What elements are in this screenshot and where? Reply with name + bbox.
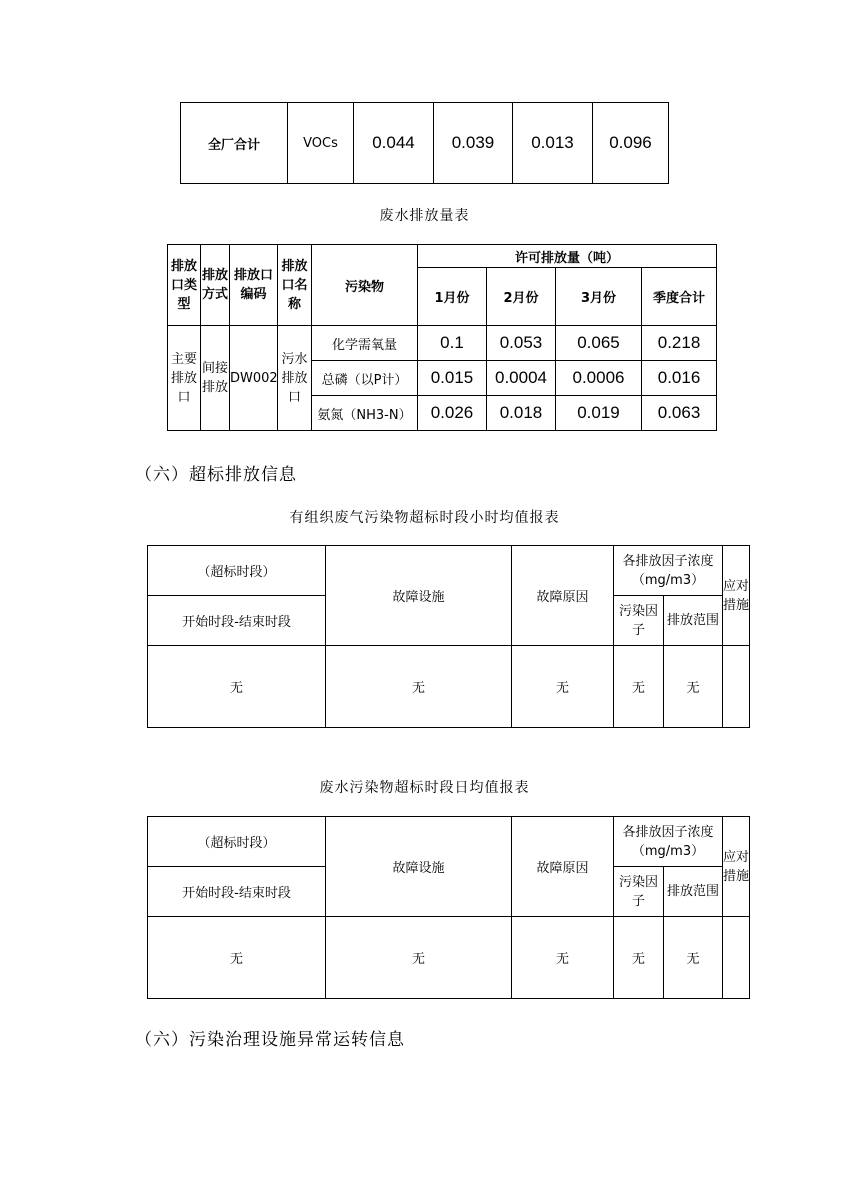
plant-total-value: 0.044 [354, 103, 434, 184]
cell-factor: 无 [614, 917, 664, 999]
wastewater-table [167, 244, 717, 431]
plant-total-value: 0.096 [593, 103, 669, 184]
header-concentration: 各排放因子浓度（mg/m3） [614, 817, 723, 867]
permit-value: 0.0004 [487, 361, 556, 396]
outlet-name: 污水排放口 [278, 326, 312, 431]
header-period: （超标时段） [148, 817, 326, 867]
permit-value: 0.015 [418, 361, 487, 396]
header-reason: 故障原因 [512, 546, 614, 646]
header-outlet-type: 排放口类型 [168, 245, 201, 326]
permit-value: 0.026 [418, 396, 487, 431]
section-heading-exceed: （六）超标排放信息 [135, 465, 297, 485]
gas-exceed-caption: 有组织废气污染物超标时段小时均值报表 [289, 510, 560, 526]
cell-measures [723, 917, 750, 999]
header-pollutant: 污染物 [312, 245, 418, 326]
header-range: 排放范围 [664, 596, 723, 646]
permit-value: 0.019 [556, 396, 642, 431]
header-range: 排放范围 [664, 867, 723, 917]
cell-range: 无 [664, 917, 723, 999]
permit-value: 0.218 [642, 326, 717, 361]
water-exceed-table [147, 816, 750, 999]
header-factor: 污染因子 [614, 596, 664, 646]
pollutant-name: 总磷（以P计） [312, 361, 418, 396]
header-factor: 污染因子 [614, 867, 664, 917]
outlet-code: DW002 [230, 326, 278, 431]
plant-total-pollutant: VOCs [288, 103, 354, 184]
cell-reason: 无 [512, 917, 614, 999]
pollutant-name: 化学需氧量 [312, 326, 418, 361]
cell-period: 无 [148, 646, 326, 728]
cell-facility: 无 [326, 646, 512, 728]
gas-exceed-table [147, 545, 750, 728]
discharge-mode: 间接排放 [201, 326, 230, 431]
header-outlet-name: 排放口名称 [278, 245, 312, 326]
permit-value: 0.065 [556, 326, 642, 361]
header-quarter-total: 季度合计 [642, 268, 717, 326]
cell-reason: 无 [512, 646, 614, 728]
permit-value: 0.1 [418, 326, 487, 361]
header-start-end: 开始时段-结束时段 [148, 867, 326, 917]
header-start-end: 开始时段-结束时段 [148, 596, 326, 646]
wastewater-caption: 废水排放量表 [379, 208, 470, 224]
plant-total-label: 全厂合计 [181, 103, 288, 184]
outlet-type: 主要排放口 [168, 326, 201, 431]
header-facility: 故障设施 [326, 546, 512, 646]
header-measures: 应对措施 [723, 817, 750, 917]
section-heading-abnormal: （六）污染治理设施异常运转信息 [135, 1030, 405, 1050]
permit-value: 0.018 [487, 396, 556, 431]
header-discharge-mode: 排放方式 [201, 245, 230, 326]
header-outlet-code: 排放口编码 [230, 245, 278, 326]
cell-range: 无 [664, 646, 723, 728]
cell-period: 无 [148, 917, 326, 999]
header-period: （超标时段） [148, 546, 326, 596]
cell-factor: 无 [614, 646, 664, 728]
permit-value: 0.053 [487, 326, 556, 361]
plant-total-value: 0.039 [434, 103, 513, 184]
pollutant-name: 氨氮（NH3-N） [312, 396, 418, 431]
header-concentration: 各排放因子浓度（mg/m3） [614, 546, 723, 596]
header-permit: 许可排放量（吨） [418, 245, 717, 268]
plant-total-table [180, 102, 669, 184]
cell-measures [723, 646, 750, 728]
cell-facility: 无 [326, 917, 512, 999]
header-reason: 故障原因 [512, 817, 614, 917]
plant-total-value: 0.013 [513, 103, 593, 184]
permit-value: 0.016 [642, 361, 717, 396]
water-exceed-caption: 废水污染物超标时段日均值报表 [319, 780, 530, 796]
header-facility: 故障设施 [326, 817, 512, 917]
header-month: 2月份 [487, 268, 556, 326]
header-measures: 应对措施 [723, 546, 750, 646]
header-month: 3月份 [556, 268, 642, 326]
permit-value: 0.063 [642, 396, 717, 431]
permit-value: 0.0006 [556, 361, 642, 396]
header-month: 1月份 [418, 268, 487, 326]
